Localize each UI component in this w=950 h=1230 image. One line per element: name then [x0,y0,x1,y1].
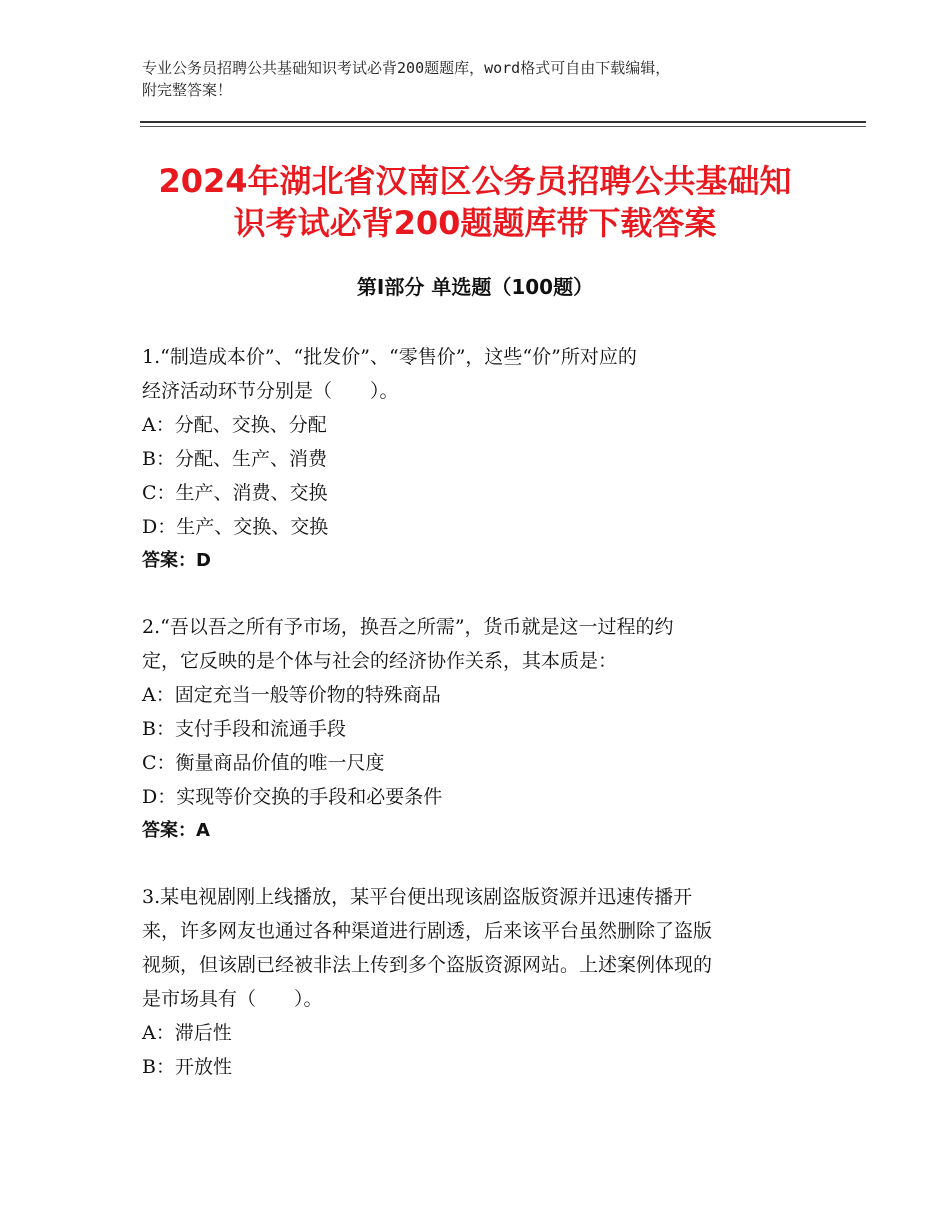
question-2-option-d: D：实现等价交换的手段和必要条件 [142,786,443,808]
question-3-text-line: 是市场具有（ ）。 [142,988,323,1010]
question-3-text-line: 3.某电视剧刚上线播放，某平台便出现该剧盗版资源并迅速传播开 [142,886,693,908]
question-3-text-line: 来，许多网友也通过各种渠道进行剧透，后来该平台虽然删除了盗版 [142,920,713,942]
document-title-line-2: 识考试必背200题题库带下载答案 [233,204,717,242]
question-1-answer: 答案：D [142,550,211,571]
header-note-line-2: 附完整答案！ [142,81,233,99]
header-rule-thick [140,121,866,123]
question-1-text-line: 1.“制造成本价”、“批发价”、“零售价”，这些“价”所对应的 [142,346,637,368]
question-1-option-a: A：分配、交换、分配 [142,414,327,436]
section-title: 第Ⅰ部分 单选题（100题） [356,275,594,299]
question-3-option-b: B：开放性 [142,1056,232,1078]
question-3 [142,880,802,1084]
document-title [140,160,810,244]
question-1 [142,340,802,578]
header-note [142,57,822,101]
question-1-option-b: B：分配、生产、消费 [142,448,327,470]
question-list [142,340,802,1116]
question-2-text-line: 定，它反映的是个体与社会的经济协作关系，其本质是： [142,650,618,672]
question-2-option-c: C：衡量商品价值的唯一尺度 [142,752,385,774]
question-1-option-c: C：生产、消费、交换 [142,482,328,504]
document-title-line-1: 2024年湖北省汉南区公务员招聘公共基础知 [158,162,792,200]
question-3-text-line: 视频，但该剧已经被非法上传到多个盗版资源网站。上述案例体现的 [142,954,713,976]
question-1-text-line: 经济活动环节分别是（ ）。 [142,380,399,402]
question-1-text [142,340,802,408]
question-2-option-a: A：固定充当一般等价物的特殊商品 [142,684,441,706]
header-note-line-1: 专业公务员招聘公共基础知识考试必背200题题库，word格式可自由下载编辑， [142,59,671,77]
question-2-answer: 答案：A [142,820,210,841]
question-3-text [142,880,802,1016]
question-3-option-a: A：滞后性 [142,1022,232,1044]
header-rule-thin [140,126,866,127]
question-2 [142,610,802,848]
question-2-option-b: B：支付手段和流通手段 [142,718,346,740]
question-1-option-d: D：生产、交换、交换 [142,516,329,538]
question-2-text-line: 2.“吾以吾之所有予市场，换吾之所需”，货币就是这一过程的约 [142,616,674,638]
question-2-text [142,610,802,678]
